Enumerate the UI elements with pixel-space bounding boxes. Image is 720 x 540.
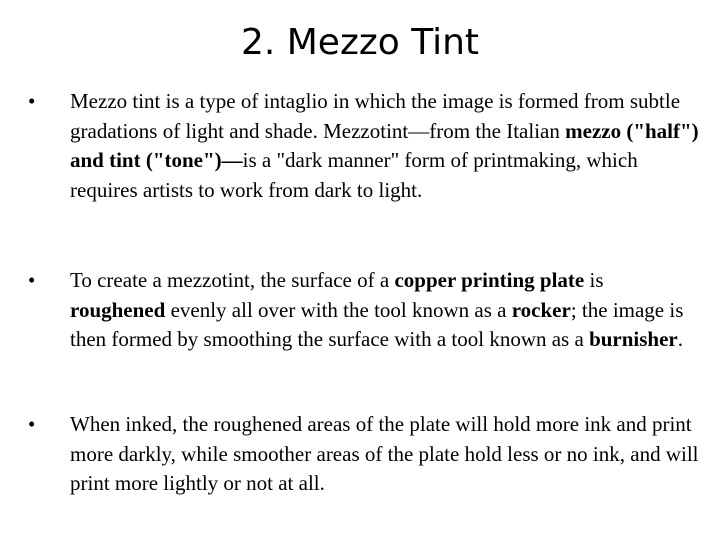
bullet-item [28,410,703,499]
text-segment: Mezzo tint is a type of intaglio in which the image is formed from subtle gradations of light and shade. Mezzotint—from the Italian [70,89,681,143]
bullet-dot: • [28,89,36,113]
bullet-text [70,266,703,355]
bullet-dot: • [28,412,36,436]
bold-text-segment: rocker [511,297,571,322]
text-segment: . [677,327,683,352]
bold-text-segment: copper printing plate [394,268,585,292]
bullet-dot: • [28,268,36,292]
text-segment: is [584,268,604,292]
text-segment: evenly all over with the tool known as a [165,297,512,322]
slide-title: 2. Mezzo Tint [240,22,480,63]
text-segment: is a "dark manner" form of printmaking, which requires artists to work from dark to light. [70,148,638,203]
text-segment: To create a mezzotint, the surface of a [70,268,395,292]
bullet-text [70,87,703,206]
bold-text-segment: mezzo ("half") and tint ("tone")— [70,118,699,173]
bold-text-segment: roughened [70,297,166,322]
bold-text-segment: burnisher [589,327,678,352]
text-segment: ; the image is then formed by smoothing the surface with a tool known as a [70,297,684,352]
bullet-text [70,410,703,499]
bullet-item [28,266,703,355]
text-segment: When inked, the roughened areas of the plate will hold more ink and print more darkly, while smoother areas of the plate hold less or no ink, and will print more lightly or not at all. [70,412,699,496]
bullet-item [28,87,703,206]
